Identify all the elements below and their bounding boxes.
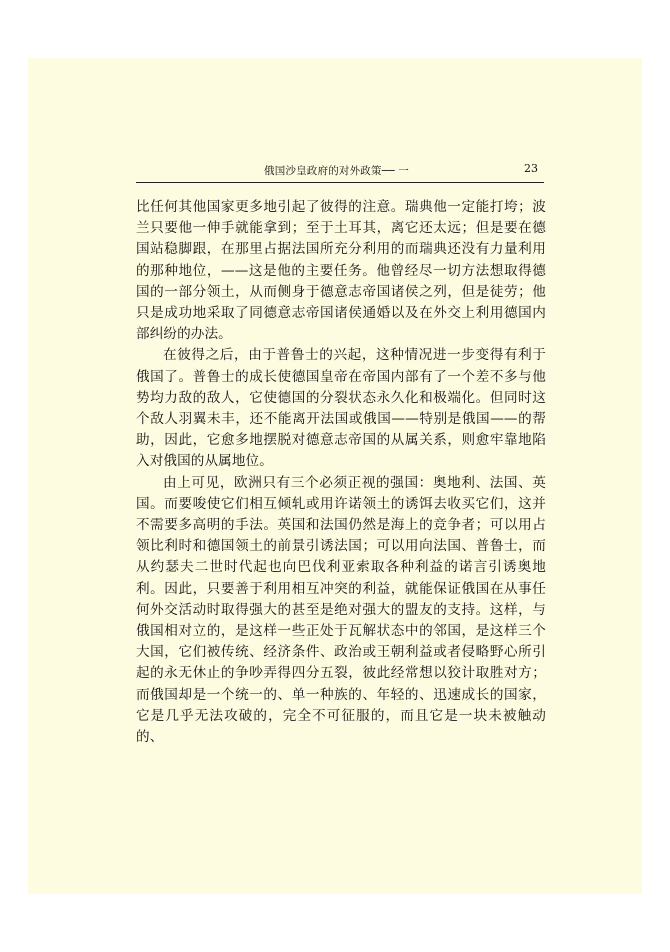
body-text <box>136 197 546 748</box>
paragraph: 比任何其他国家更多地引起了彼得的注意。瑞典他一定能打垮；波兰只要他一伸手就能拿到；至于土耳其，离它还太远；但是要在德国站稳脚跟，在那里占据法国所充分利用的而瑞典还没有力量利用的那种地位，——这是他的主要任务。他曾经尽一切方法想取得德国的一部分领土，从而侧身于德意志帝国诸侯之列，但是徒劳；他只是成功地采取了同德意志帝国诸侯通婚以及在外交上利用德国内部纠纷的办法。 <box>136 199 546 343</box>
page-number: 23 <box>524 162 538 175</box>
paragraph: 由上可见，欧洲只有三个必须正视的强国：奥地利、法国、英国。而要唆使它们相互倾轧或用许诺领土的诱饵去收买它们，这并不需要多高明的手法。英国和法国仍然是海上的竞争者；可以用占领比利时和德国领土的前景引诱法国；可以用向法国、普鲁士，而从约瑟夫二世时代起也向巴伐利亚索取各种利益的诺言引诱奥地利。因此，只要善于利用相互冲突的利益，就能保证俄国在从事任何外交活动时取得强大的甚至是绝对强大的盟友的支持。这样，与俄国相对立的，是这样一些正处于瓦解状态中的邻国，是这样三个大国，它们被传统、经济条件、政治或王朝利益或者侵略野心所引起的永无休止的争吵弄得四分五裂，彼此经常想以狡计取胜对方；而俄国却是一个统一的、单一种族的、年轻的、迅速成长的国家，它是几乎无法攻破的，完全不可征服的，而且它是一块未被触动的、 <box>136 474 546 746</box>
header-title: 俄国沙皇政府的对外政策── 一 <box>264 165 409 177</box>
running-header <box>136 160 544 183</box>
paragraph: 在彼得之后，由于普鲁士的兴起，这种情况进一步变得有利于俄国了。普鲁士的成长使德国皇帝在帝国内部有了一个差不多与他势均力敌的敌人，它使德国的分裂状态永久化和极端化。但同时这个敌人羽翼未丰，还不能离开法国或俄国——特别是俄国——的帮助，因此，它愈多地摆脱对德意志帝国的从属关系，则愈牢靠地陷入对俄国的从属地位。 <box>136 347 546 470</box>
